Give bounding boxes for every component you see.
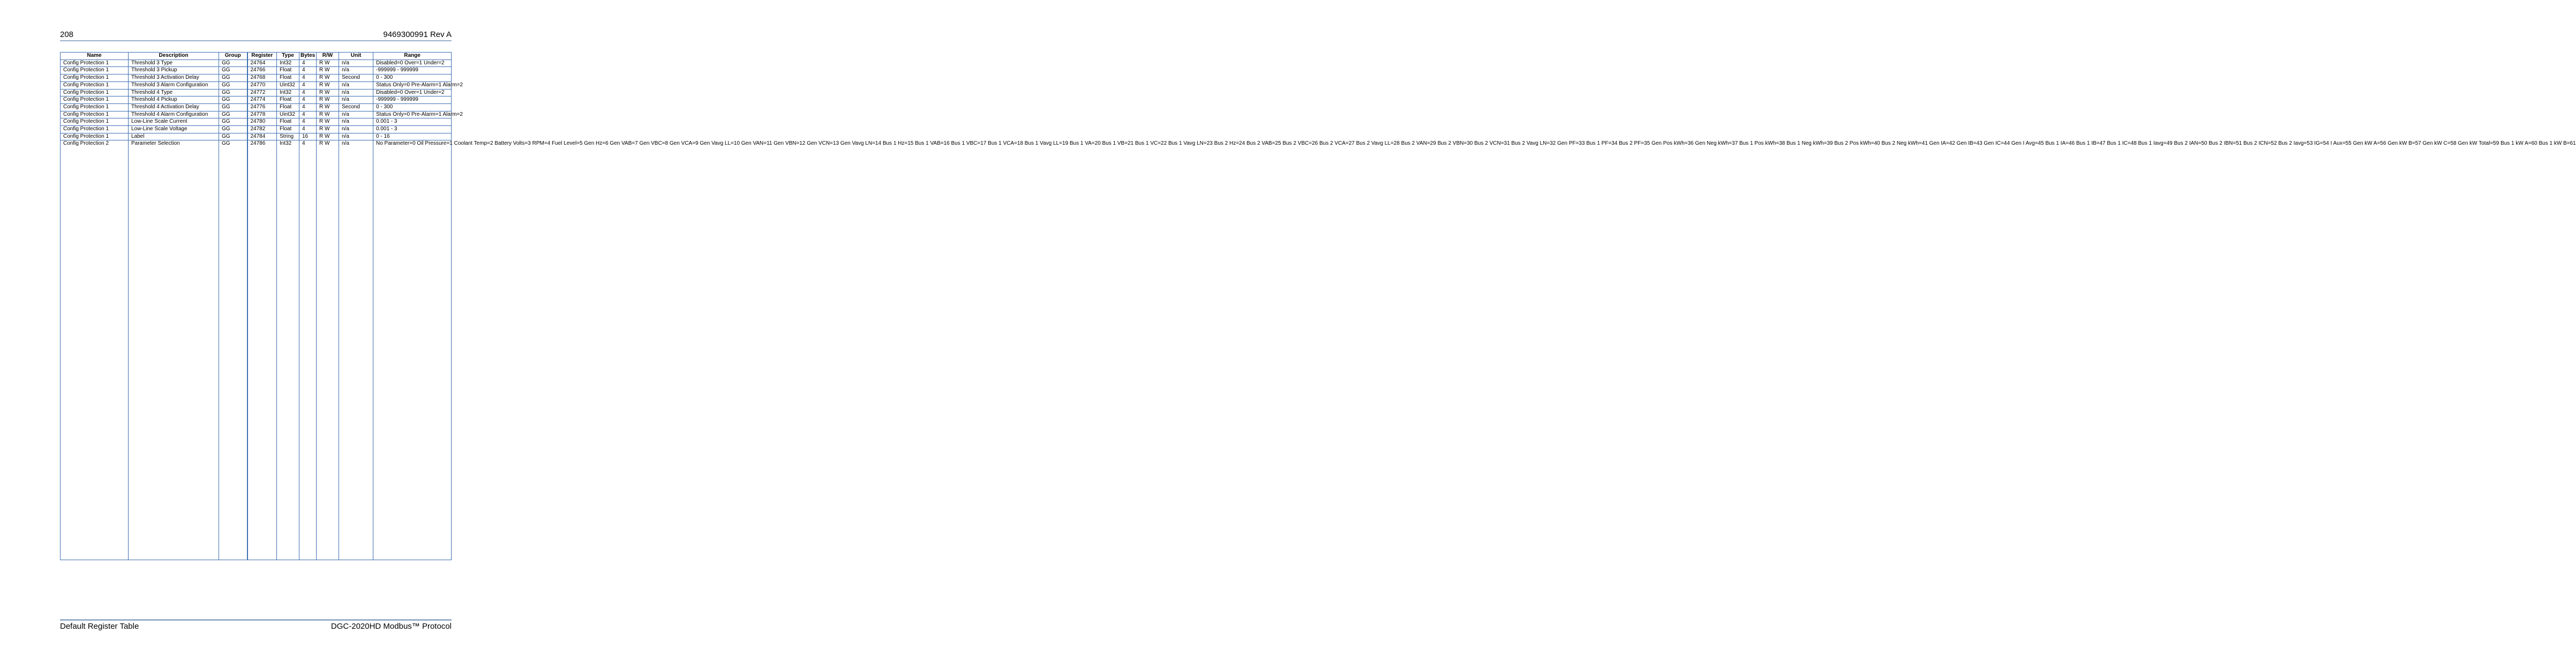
cell-name: Config Protection 2 <box>61 140 129 560</box>
col-header-group: Group <box>219 53 247 60</box>
cell-rw: R W <box>317 133 339 140</box>
cell-description: Threshold 3 Pickup <box>129 67 219 75</box>
cell-name: Config Protection 1 <box>61 111 129 118</box>
table-header-row <box>61 53 452 60</box>
cell-rw: R W <box>317 140 339 560</box>
cell-range: -999999 - 999999 <box>373 96 452 104</box>
cell-rw: R W <box>317 111 339 118</box>
cell-rw: R W <box>317 67 339 75</box>
cell-unit: n/a <box>339 126 373 133</box>
col-header-name: Name <box>61 53 129 60</box>
cell-description: Threshold 3 Type <box>129 59 219 67</box>
col-header-bytes: Bytes <box>299 53 317 60</box>
cell-bytes: 4 <box>299 67 317 75</box>
page-header <box>60 30 452 39</box>
cell-register: 24776 <box>247 103 277 111</box>
cell-type: Int32 <box>277 89 299 96</box>
cell-group: GG <box>219 103 247 111</box>
cell-unit: n/a <box>339 133 373 140</box>
cell-unit: n/a <box>339 67 373 75</box>
cell-register: 24780 <box>247 118 277 126</box>
cell-range: -999999 - 999999 <box>373 67 452 75</box>
cell-name: Config Protection 1 <box>61 103 129 111</box>
cell-unit: n/a <box>339 96 373 104</box>
cell-range: No Parameter=0 Oil Pressure=1 Coolant Temp=2 Battery Volts=3 RPM=4 Fuel Level=5 Gen Hz=6 Gen VAB=7 Gen VBC=8 Gen VCA=9 Gen Vavg LL=10 Gen VAN=11 Gen VBN=12 Gen VCN=13 Gen Vavg LN=14 Bus 1 Hz=15 Bus 1 VAB=16 Bus 1 VBC=17 Bus 1 VCA=18 Bus 1 Vavg LL=19 Bus 1 VA=20 Bus 1 VB=21 Bus 1 VC=22 Bus 1 Vavg LN=23 Bus 2 Hz=24 Bus 2 VAB=25 Bus 2 VBC=26 Bus 2 VCA=27 Bus 2 Vavg LL=28 Bus 2 VAN=29 Bus 2 VBN=30 Bus 2 VCN=31 Bus 2 Vavg LN=32 Gen PF=33 Bus 1 PF=34 Bus 2 PF=35 Gen Pos kWh=36 Gen Neg kWh=37 Bus 1 Pos kWh=38 Bus 1 Neg kWh=39 Bus 2 Pos kWh=40 Bus 2 Neg kWh=41 Gen IA=42 Gen IB=43 Gen IC=44 Gen I Avg=45 Bus 1 IA=46 Bus 1 IB=47 Bus 1 IC=48 Bus 1 Iavg=49 Bus 2 IAN=50 Bus 2 IBN=51 Bus 2 ICN=52 Bus 2 Iavg=53 IG=54 I Aux=55 Gen kW A=56 Gen kW B=57 Gen kW C=58 Gen kW Total=59 Bus 1 kW A=60 Bus 1 kW B=61 <box>373 140 452 560</box>
cell-type: Float <box>277 67 299 75</box>
cell-description: Threshold 4 Alarm Configuration <box>129 111 219 118</box>
cell-group: GG <box>219 140 247 560</box>
cell-range: Disabled=0 Over=1 Under=2 <box>373 89 452 96</box>
cell-rw: R W <box>317 103 339 111</box>
cell-bytes: 4 <box>299 103 317 111</box>
register-table <box>60 52 2576 560</box>
cell-group: GG <box>219 67 247 75</box>
cell-type: Int32 <box>277 59 299 67</box>
cell-register: 24774 <box>247 96 277 104</box>
section-title: Default Register Table <box>60 622 139 631</box>
col-header-description: Description <box>129 53 219 60</box>
cell-range: 0 - 300 <box>373 103 452 111</box>
cell-bytes: 4 <box>299 140 317 560</box>
cell-bytes: 4 <box>299 75 317 82</box>
table-row <box>61 133 452 140</box>
cell-description: Threshold 3 Alarm Configuration <box>129 81 219 89</box>
cell-rw: R W <box>317 126 339 133</box>
cell-register: 24768 <box>247 75 277 82</box>
cell-type: Int32 <box>277 140 299 560</box>
cell-unit: n/a <box>339 81 373 89</box>
col-header-type: Type <box>277 53 299 60</box>
cell-unit: Second <box>339 75 373 82</box>
cell-range: Status Only=0 Pre-Alarm=1 Alarm=2 <box>373 111 452 118</box>
page-number: 208 <box>60 30 74 39</box>
table-row <box>61 103 452 111</box>
cell-bytes: 4 <box>299 126 317 133</box>
cell-bytes: 16 <box>299 133 317 140</box>
cell-group: GG <box>219 89 247 96</box>
cell-rw: R W <box>317 81 339 89</box>
col-header-rw: R/W <box>317 53 339 60</box>
cell-range: 0 - 16 <box>373 133 452 140</box>
cell-bytes: 4 <box>299 59 317 67</box>
cell-type: Uint32 <box>277 111 299 118</box>
table-row <box>61 81 452 89</box>
cell-unit: n/a <box>339 89 373 96</box>
table-row <box>61 75 452 82</box>
footer-rule <box>60 619 452 621</box>
table-row <box>61 96 452 104</box>
cell-register: 24786 <box>247 140 277 560</box>
col-header-register: Register <box>247 53 277 60</box>
document-title: DGC-2020HD Modbus™ Protocol <box>331 622 452 631</box>
cell-type: Float <box>277 118 299 126</box>
cell-rw: R W <box>317 59 339 67</box>
cell-type: Uint32 <box>277 81 299 89</box>
cell-bytes: 4 <box>299 118 317 126</box>
cell-group: GG <box>219 75 247 82</box>
cell-unit: Second <box>339 103 373 111</box>
cell-range: Disabled=0 Over=1 Under=2 <box>373 59 452 67</box>
cell-register: 24764 <box>247 59 277 67</box>
table-row <box>61 59 452 67</box>
cell-name: Config Protection 1 <box>61 67 129 75</box>
cell-register: 24772 <box>247 89 277 96</box>
cell-description: Label <box>129 133 219 140</box>
cell-name: Config Protection 1 <box>61 126 129 133</box>
cell-bytes: 4 <box>299 111 317 118</box>
cell-register: 24766 <box>247 67 277 75</box>
table-row <box>61 111 452 118</box>
table-row <box>61 118 452 126</box>
cell-group: GG <box>219 118 247 126</box>
cell-description: Threshold 4 Pickup <box>129 96 219 104</box>
cell-name: Config Protection 1 <box>61 59 129 67</box>
cell-name: Config Protection 1 <box>61 89 129 96</box>
cell-register: 24778 <box>247 111 277 118</box>
cell-register: 24782 <box>247 126 277 133</box>
cell-description: Parameter Selection <box>129 140 219 560</box>
cell-rw: R W <box>317 118 339 126</box>
cell-description: Threshold 4 Activation Delay <box>129 103 219 111</box>
table-row <box>61 89 452 96</box>
cell-group: GG <box>219 96 247 104</box>
cell-range: Status Only=0 Pre-Alarm=1 Alarm=2 <box>373 81 452 89</box>
cell-group: GG <box>219 59 247 67</box>
cell-group: GG <box>219 126 247 133</box>
cell-range: 0.001 - 3 <box>373 118 452 126</box>
cell-type: Float <box>277 126 299 133</box>
col-header-range: Range <box>373 53 452 60</box>
cell-register: 24770 <box>247 81 277 89</box>
cell-register: 24784 <box>247 133 277 140</box>
cell-rw: R W <box>317 75 339 82</box>
cell-group: GG <box>219 111 247 118</box>
cell-name: Config Protection 1 <box>61 75 129 82</box>
cell-type: Float <box>277 96 299 104</box>
cell-group: GG <box>219 133 247 140</box>
document-id: 9469300991 Rev A <box>383 30 452 39</box>
cell-group: GG <box>219 81 247 89</box>
cell-description: Threshold 3 Activation Delay <box>129 75 219 82</box>
cell-unit: n/a <box>339 111 373 118</box>
cell-type: String <box>277 133 299 140</box>
cell-type: Float <box>277 75 299 82</box>
header-rule <box>60 40 452 41</box>
cell-bytes: 4 <box>299 89 317 96</box>
cell-unit: n/a <box>339 140 373 560</box>
cell-name: Config Protection 1 <box>61 133 129 140</box>
col-header-unit: Unit <box>339 53 373 60</box>
cell-rw: R W <box>317 89 339 96</box>
table-row <box>61 140 452 560</box>
cell-description: Low-Line Scale Current <box>129 118 219 126</box>
table-row <box>61 126 452 133</box>
cell-description: Low-Line Scale Voltage <box>129 126 219 133</box>
cell-name: Config Protection 1 <box>61 96 129 104</box>
cell-description: Threshold 4 Type <box>129 89 219 96</box>
cell-unit: n/a <box>339 59 373 67</box>
cell-range: 0.001 - 3 <box>373 126 452 133</box>
cell-bytes: 4 <box>299 81 317 89</box>
cell-name: Config Protection 1 <box>61 118 129 126</box>
table-row <box>61 67 452 75</box>
cell-type: Float <box>277 103 299 111</box>
cell-name: Config Protection 1 <box>61 81 129 89</box>
cell-bytes: 4 <box>299 96 317 104</box>
cell-rw: R W <box>317 96 339 104</box>
cell-unit: n/a <box>339 118 373 126</box>
cell-range: 0 - 300 <box>373 75 452 82</box>
